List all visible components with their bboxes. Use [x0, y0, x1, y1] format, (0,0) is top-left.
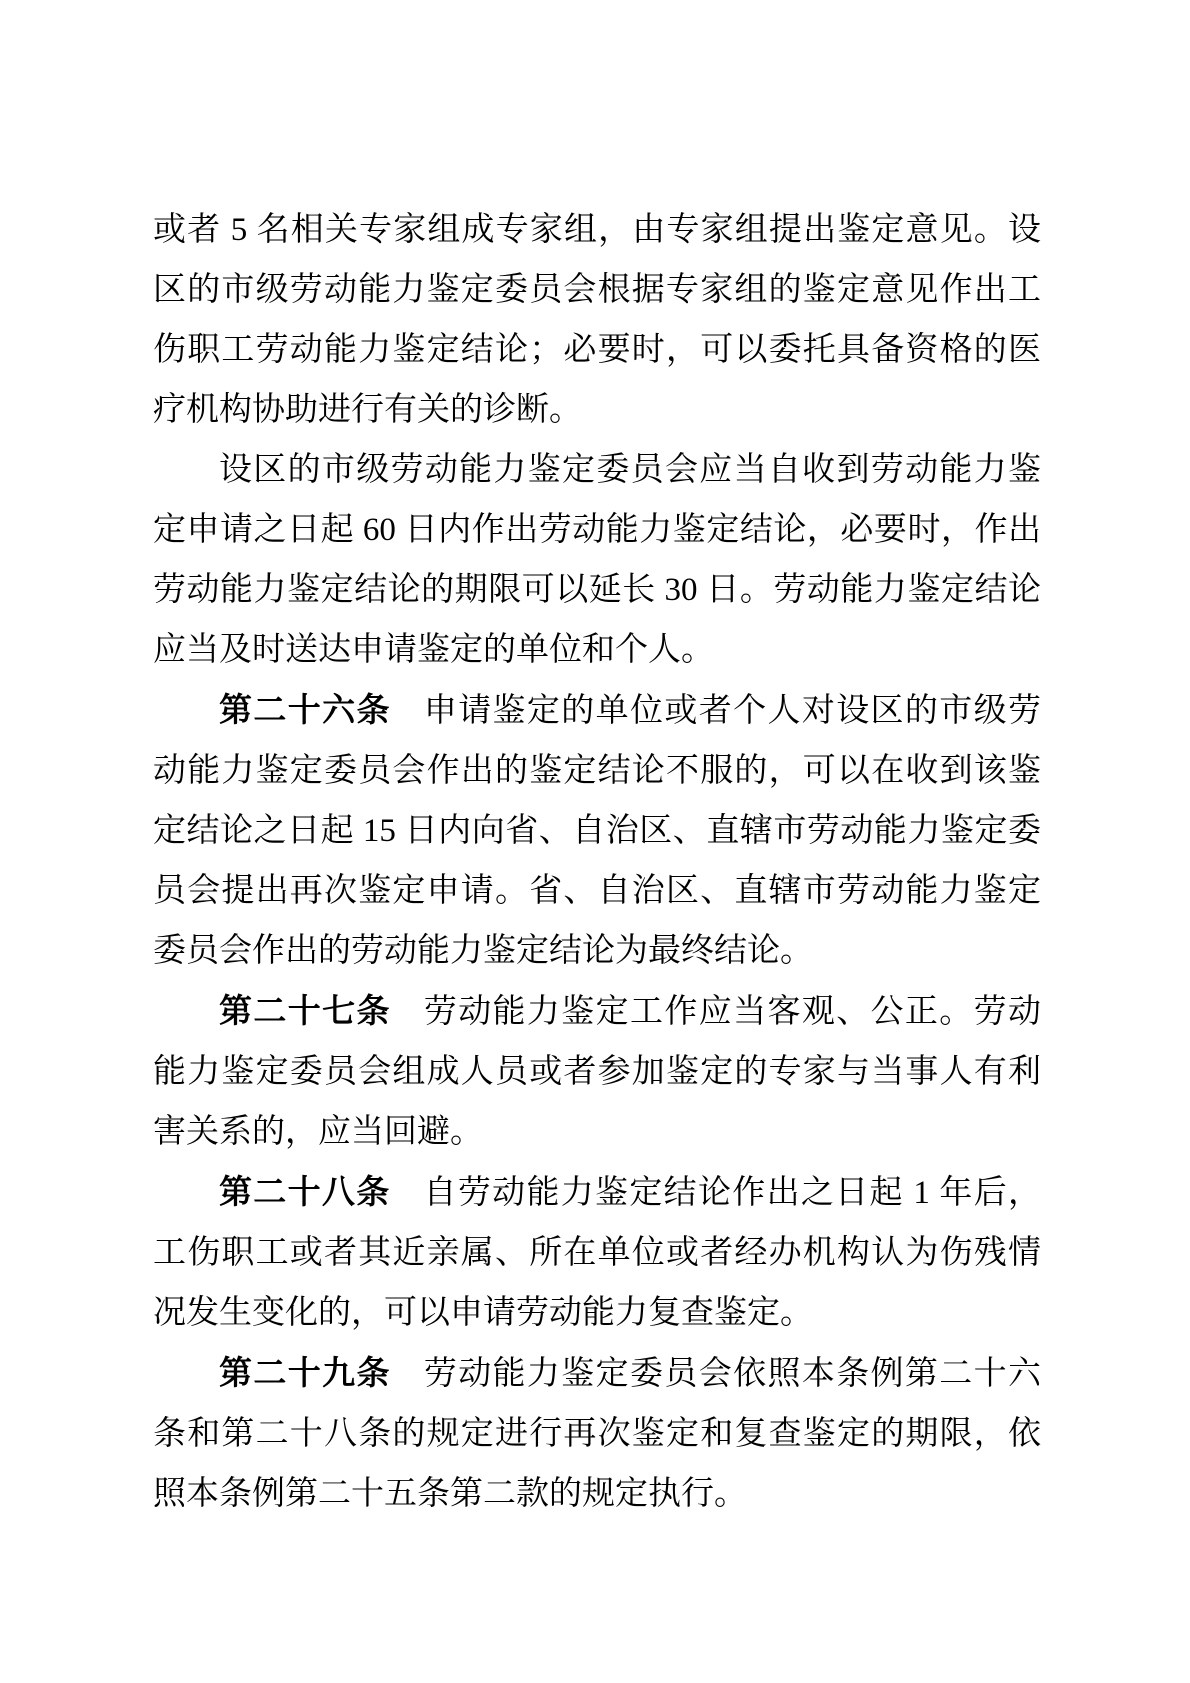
paragraph-article-27 [153, 981, 1041, 1162]
paragraph-text: 自劳动能力鉴定结论作出之日起 1 年后，工伤职工或者其近亲属、所在单位或者经办机构认为伤残情况发生变化的，可以申请劳动能力复查鉴定。 [153, 1175, 1042, 1331]
paragraph-text: 设区的市级劳动能力鉴定委员会应当自收到劳动能力鉴定申请之日起 60 日内作出劳动能力鉴定结论，必要时，作出劳动能力鉴定结论的期限可以延长 30 日。劳动能力鉴定结论应当及时送达申请鉴定的单位和个人。 [153, 452, 1041, 668]
article-number: 第二十八条 [219, 1173, 391, 1210]
paragraph-text: 申请鉴定的单位或者个人对设区的市级劳动能力鉴定委员会作出的鉴定结论不服的，可以在收到该鉴定结论之日起 15 日内向省、自治区、直辖市劳动能力鉴定委员会提出再次鉴定申请。省、自治区、直辖市劳动能力鉴定委员会作出的劳动能力鉴定结论为最终结论。 [153, 693, 1042, 969]
paragraph [153, 200, 1041, 440]
paragraph-article-29 [153, 1343, 1041, 1524]
paragraph [153, 440, 1041, 680]
paragraph-text: 劳动能力鉴定委员会依照本条例第二十六条和第二十八条的规定进行再次鉴定和复查鉴定的期限，依照本条例第二十五条第二款的规定执行。 [153, 1356, 1042, 1512]
document-body [153, 200, 1041, 1524]
paragraph-article-28 [153, 1162, 1041, 1343]
article-number: 第二十六条 [219, 691, 391, 728]
article-number: 第二十七条 [219, 992, 391, 1029]
article-number: 第二十九条 [219, 1354, 391, 1391]
paragraph-text: 或者 5 名相关专家组成专家组，由专家组提出鉴定意见。设区的市级劳动能力鉴定委员会根据专家组的鉴定意见作出工伤职工劳动能力鉴定结论；必要时，可以委托具备资格的医疗机构协助进行有关的诊断。 [153, 212, 1041, 428]
paragraph-text: 劳动能力鉴定工作应当客观、公正。劳动能力鉴定委员会组成人员或者参加鉴定的专家与当事人有利害关系的，应当回避。 [153, 994, 1042, 1150]
paragraph-article-26 [153, 680, 1041, 981]
